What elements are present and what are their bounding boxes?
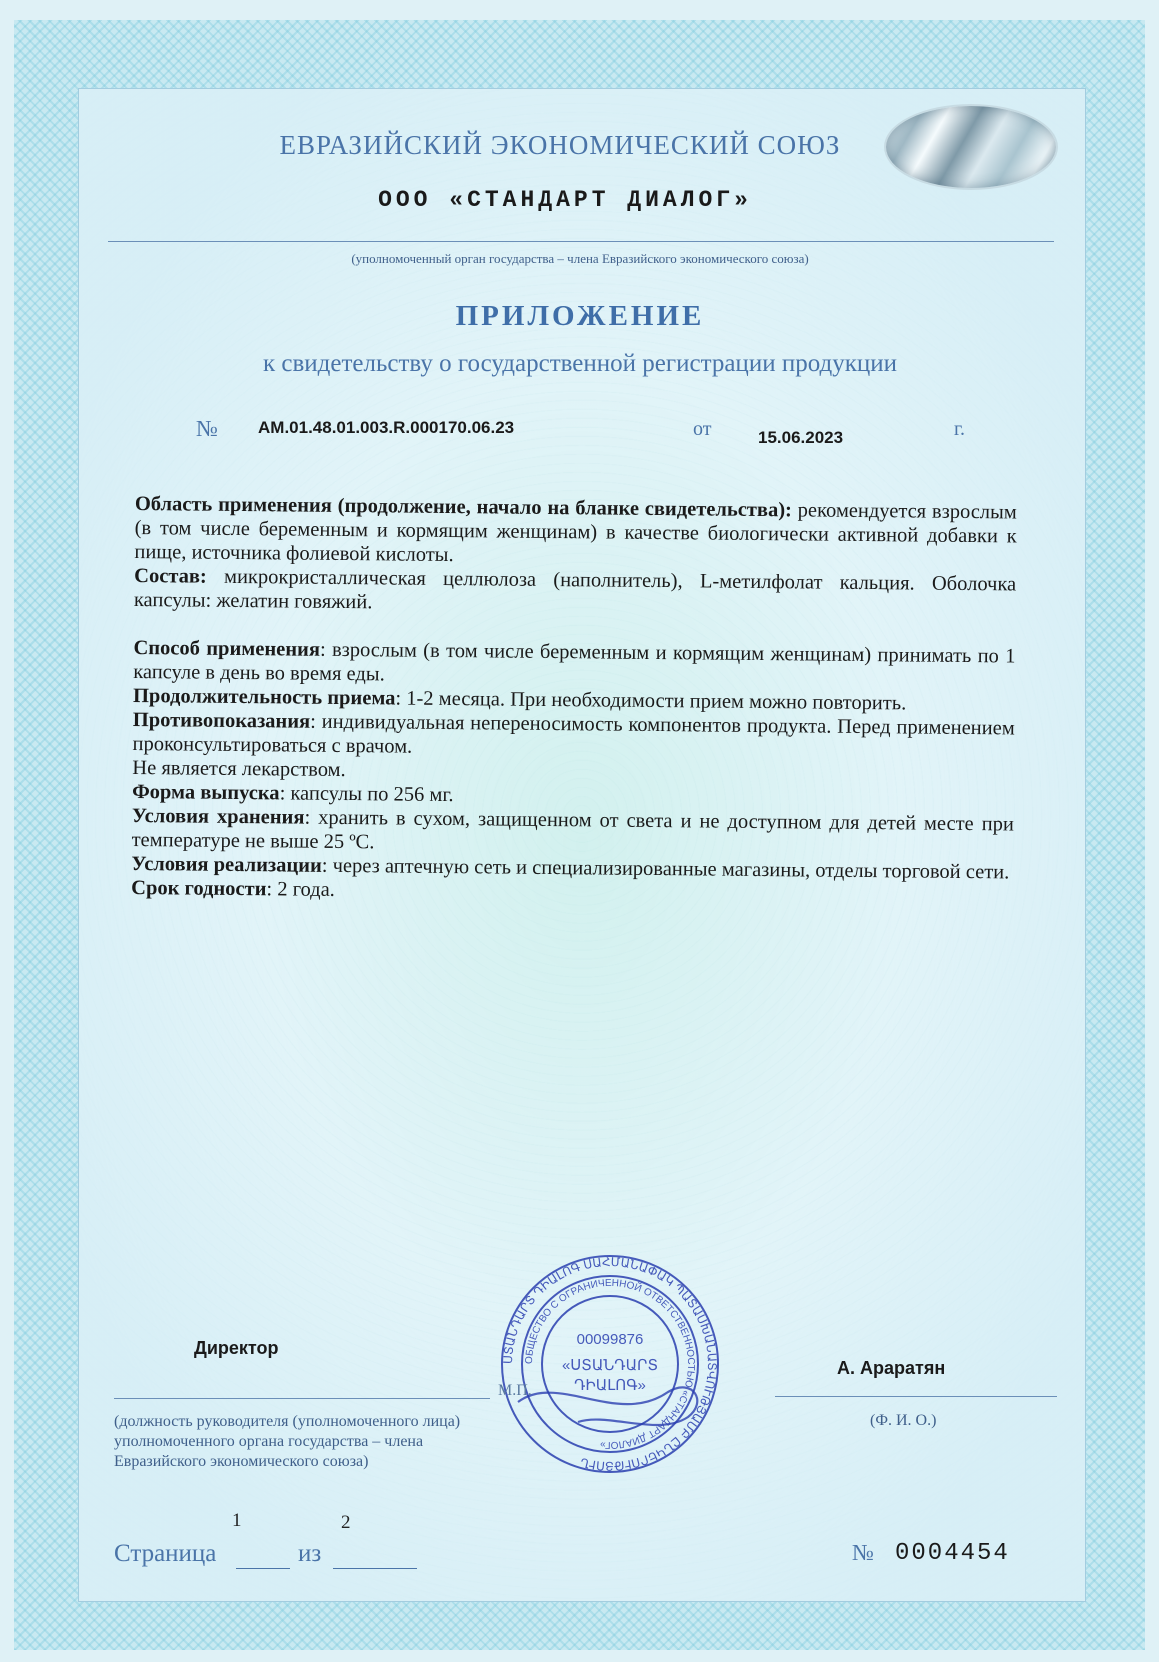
fio-note: (Ф. И. О.) <box>870 1412 937 1429</box>
contraindications-text: : индивидуальная непереносимость компонентов продукта. Перед применением проконсультироваться с врачом. <box>132 710 1015 758</box>
form-label: Форма выпуска <box>132 780 280 805</box>
signature-line-left <box>114 1398 490 1399</box>
page-current: 1 <box>232 1510 242 1531</box>
number-label: № <box>196 416 218 441</box>
union-title: ЕВРАЗИЙСКИЙ ЭКОНОМИЧЕСКИЙ СОЮЗ <box>279 130 841 160</box>
usage-label: Способ применения <box>133 636 321 661</box>
stamp-middle-ring-text: ОБЩЕСТВО С ОГРАНИЧЕННОЙ ОТВЕТСТВЕННОСТЬЮ «СТАНДАРТ ДИАЛОГ» <box>523 1277 697 1451</box>
page-current-underline <box>236 1568 290 1569</box>
contraindications-label: Противопоказания <box>132 708 311 733</box>
storage-paragraph <box>132 804 1014 860</box>
not-medicine-note: Не является лекарством. <box>132 756 346 782</box>
stamp-center-word: «ՍՏԱՆԴԱՐՏ <box>561 1357 659 1374</box>
page-word: Страница <box>114 1540 217 1567</box>
form-text: : капсулы по 256 мг. <box>279 782 454 807</box>
scope-label: Область применения (продолжение, начало на бланке свидетельства): <box>134 492 793 522</box>
stamp-center-word-2: ԴԻԱԼՈԳ» <box>574 1377 646 1394</box>
header-divider <box>108 241 1054 242</box>
page-of: из <box>298 1540 322 1567</box>
duration-label: Продолжительность приема <box>132 684 396 710</box>
certificate-date: 15.06.2023 <box>758 428 844 447</box>
signature-line-right <box>775 1396 1057 1397</box>
scope-text: рекомендуется взрослым (в том числе беременным и кормящим женщинам) в качестве биологически активной добавки к пище, источника фолиевой кислоты. <box>134 499 1017 567</box>
composition-text: микрокристаллическая целлюлоза (наполнитель), L-метилфолат кальция. Оболочка капсулы: желатин говяжий. <box>133 565 1017 614</box>
shelf-life-text: : 2 года. <box>266 878 335 901</box>
page-total-underline <box>333 1568 417 1569</box>
usage-paragraph <box>133 636 1015 692</box>
stamp-outer-ring-text: ՍՏԱՆԴԱՐՏ ԴԻԱԼՈԳ ՍԱՀՄԱՆԱՓԱԿ ՊԱՏԱՍԽԱՆԱՏՎՈՒԹՅԱՄԲ ԸՆԿԵՐՈՒԹՅՈՒՆ <box>500 1254 720 1474</box>
from-label: от <box>693 418 712 440</box>
position-note: (должность руководителя (уполномоченного лица) уполномоченного органа государства – члена Евразийского экономического союза) <box>114 1413 461 1470</box>
usage-text: : взрослым (в том числе беременным и кормящим женщинам) принимать по 1 капсуле в день во время еды. <box>133 638 1016 686</box>
director-label: Директор <box>194 1338 279 1358</box>
storage-label: Условия хранения <box>131 804 305 829</box>
duration-text: : 1-2 месяца. При необходимости прием можно повторить. <box>395 687 907 715</box>
scope-paragraph <box>134 492 1017 572</box>
serial-number: 0004454 <box>895 1540 1010 1567</box>
storage-text: : хранить в сухом, защищенном от света и не доступном для детей месте при температуре не выше 25 ºС. <box>131 806 1014 854</box>
year-suffix: г. <box>954 418 965 440</box>
composition-paragraph <box>134 564 1016 620</box>
authority-note: (уполномоченный орган государства – члена Евразийского экономического союза) <box>351 251 809 266</box>
page-total: 2 <box>341 1512 351 1533</box>
document-subheading: к свидетельству о государственной регистрации продукции <box>263 350 897 377</box>
official-stamp <box>498 1252 722 1476</box>
serial-label: № <box>852 1540 874 1565</box>
stamp-code: 00099876 <box>576 1331 644 1348</box>
seal-place-label: М.П. <box>498 1382 532 1399</box>
contraindications-paragraph <box>132 708 1014 764</box>
document-heading: ПРИЛОЖЕНИЕ <box>455 300 705 332</box>
organization-name: ООО «СТАНДАРТ ДИАЛОГ» <box>378 187 752 213</box>
certificate-number: AM.01.48.01.003.R.000170.06.23 <box>258 418 515 437</box>
certificate-content <box>131 492 1017 908</box>
sales-text: : через аптечную сеть и специализированные магазины, отделы торговой сети. <box>321 854 1010 884</box>
shelf-life-label: Срок годности <box>131 876 267 901</box>
director-name: А. Араратян <box>837 1358 946 1378</box>
composition-label: Состав: <box>134 564 207 588</box>
sales-label: Условия реализации <box>131 852 322 877</box>
